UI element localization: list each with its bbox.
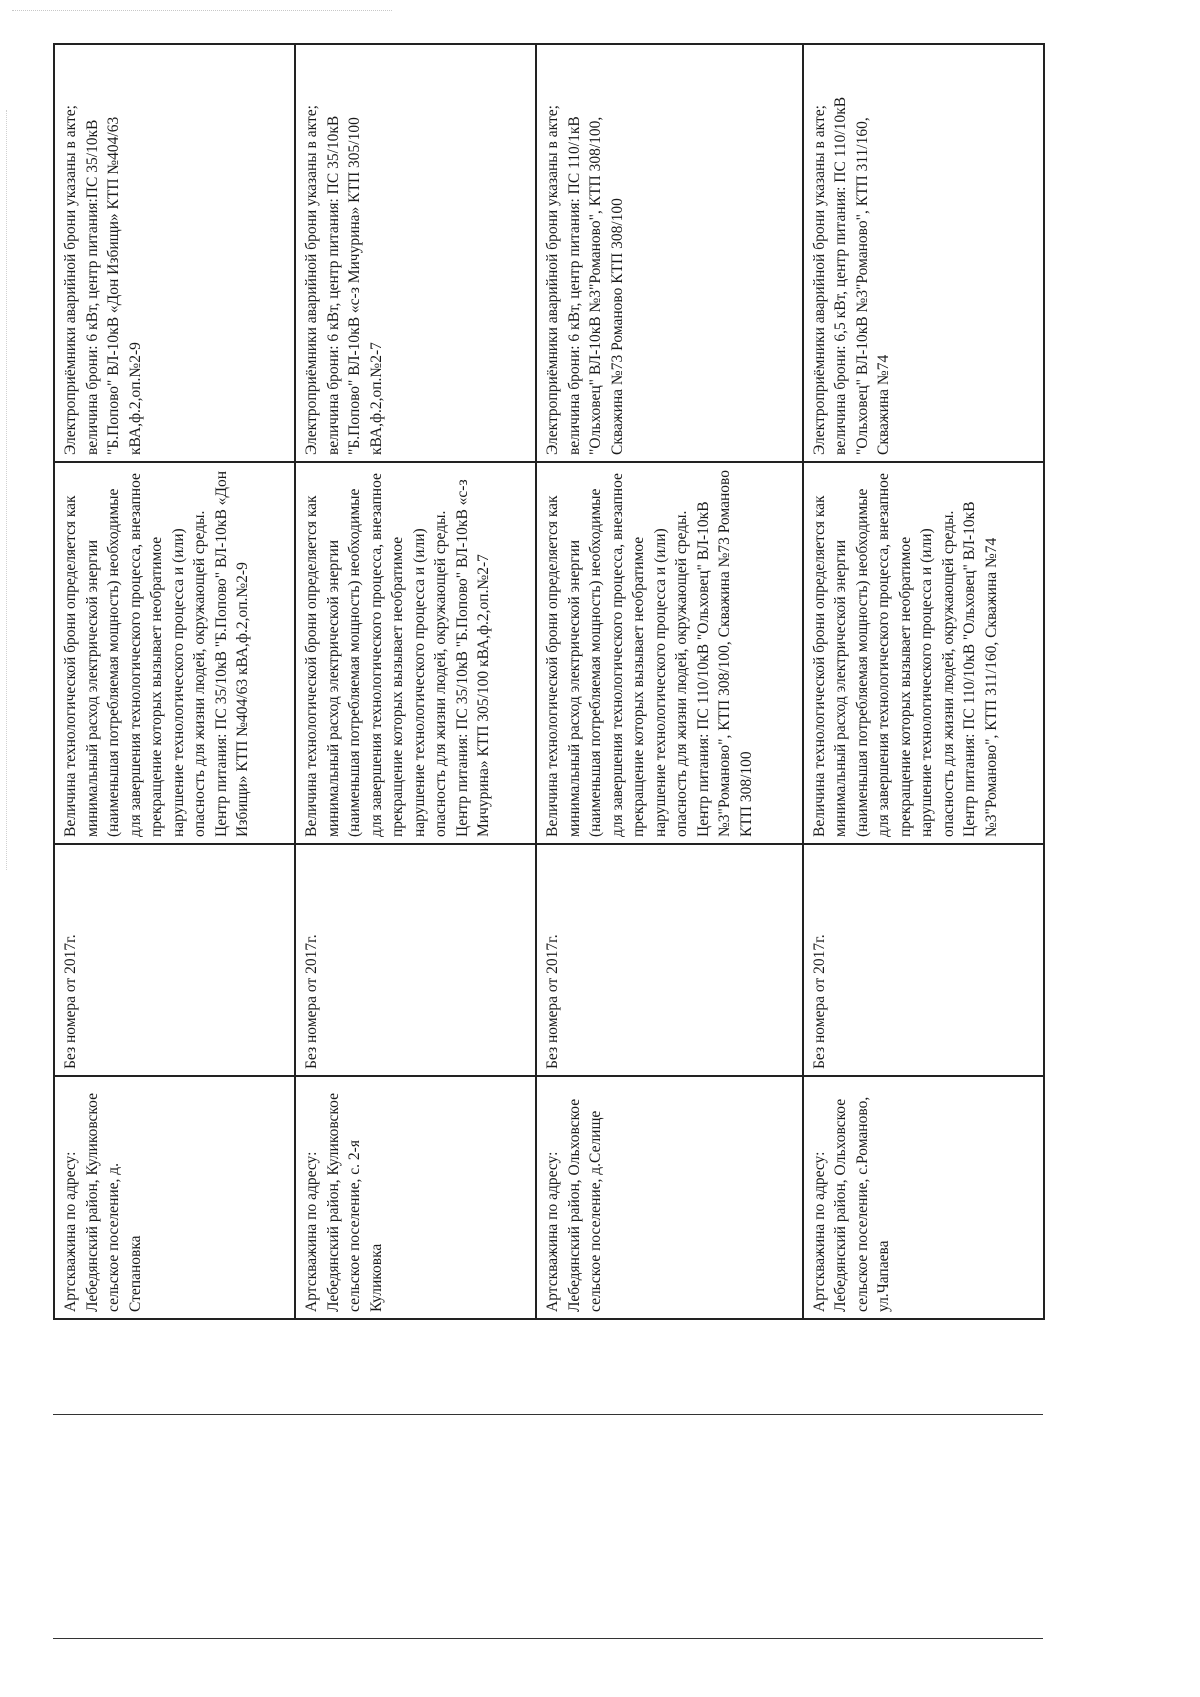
table-row [536, 44, 802, 1319]
object-address-cell: Артскважина по адресу: Лебедянский район, Ольховское сельское поселение, д.Селище [536, 1076, 802, 1319]
technological-reserve-cell: Величина технологической брони определяется как минимальный расход электрической энергии (наименьшая потребляемая мощность) необходимые для завершения технологического процесса, внезапное прекращение которых вызывает необратимое нарушение технологического процесса и (или) опасность для жизни людей, окружающей среды. Центр питания: ПС 110/10кВ "Ольховец" ВЛ-10кВ №3"Романово", КТП 311/160, Скважина №74 [803, 462, 1044, 844]
act-date-cell: Без номера от 2017г. [536, 844, 802, 1076]
technological-reserve-cell: Величина технологической брони определяется как минимальный расход электрической энергии (наименьшая потребляемая мощность) необходимые для завершения технологического процесса, внезапное прекращение которых вызывает необратимое нарушение технологического процесса и (или) опасность для жизни людей, окружающей среды. Центр питания: ПС 110/10кВ "Ольховец" ВЛ-10кВ №3"Романово", КТП 308/100, Скважина №73 Романово КТП 308/100 [536, 462, 802, 844]
technological-reserve-cell: Величина технологической брони определяется как минимальный расход электрической энергии (наименьшая потребляемая мощность) необходимые для завершения технологического процесса, внезапное прекращение которых вызывает необратимое нарушение технологического процесса и (или) опасность для жизни людей, окружающей среды. Центр питания: ПС 35/10кВ "Б.Попово" ВЛ-10кВ «Дон Избищи» КТП №404/63 кВА,ф.2,оп.№2-9 [54, 462, 295, 844]
signature-line [53, 1414, 1043, 1415]
scan-side-mark [6, 110, 7, 870]
object-address-cell: Артскважина по адресу: Лебедянский район, Куликовское сельское поселение, с. 2-я Куликовка [295, 1076, 536, 1319]
object-address-cell: Артскважина по адресу: Лебедянский район, Куликовское сельское поселение, д. Степановка [54, 1076, 295, 1319]
act-date-cell: Без номера от 2017г. [295, 844, 536, 1076]
object-address-cell: Артскважина по адресу: Лебедянский район, Ольховское сельское поселение, с.Романово, ул.Чапаева [803, 1076, 1044, 1319]
emergency-reserve-cell: Электроприёмники аварийной брони указаны в акте; величина брони: 6 кВт, центр питания: ПС 110/1кВ "Ольховец" ВЛ-10кВ №3"Романово", КТП 308/100, Скважина №73 Романово КТП 308/100 [536, 44, 802, 462]
emergency-reserve-table [53, 43, 1045, 1320]
table-row [54, 44, 295, 1319]
rotated-table-wrapper [53, 45, 1045, 1320]
table-row [803, 44, 1044, 1319]
table-row [295, 44, 536, 1319]
technological-reserve-cell: Величина технологической брони определяется как минимальный расход электрической энергии (наименьшая потребляемая мощность) необходимые для завершения технологического процесса, внезапное прекращение которых вызывает необратимое нарушение технологического процесса и (или) опасность для жизни людей, окружающей среды. Центр питания: ПС 35/10кВ "Б.Попово" ВЛ-10кВ «с-з Мичурина» КТП 305/100 кВА,ф.2,оп.№2-7 [295, 462, 536, 844]
emergency-reserve-cell: Электроприёмники аварийной брони указаны в акте; величина брони: 6,5 кВт, центр питания: ПС 110/10кВ "Ольховец" ВЛ-10кВ №3"Романово", КТП 311/160, Скважина №74 [803, 44, 1044, 462]
act-date-cell: Без номера от 2017г. [54, 844, 295, 1076]
scan-edge-mark [12, 10, 392, 11]
emergency-reserve-cell: Электроприёмники аварийной брони указаны в акте; величина брони: 6 кВт, центр питания: ПС 35/10кВ "Б.Попово" ВЛ-10кВ «с-з Мичурина» КТП 305/100 кВА,ф.2,оп.№2-7 [295, 44, 536, 462]
emergency-reserve-cell: Электроприёмники аварийной брони указаны в акте; величина брони: 6 кВт, центр питания:ПС 35/10кВ "Б.Попово" ВЛ-10кВ «Дон Избищи» КТП №404/63 кВА,ф.2,оп.№2-9 [54, 44, 295, 462]
signature-line [53, 1638, 1043, 1639]
act-date-cell: Без номера от 2017г. [803, 844, 1044, 1076]
